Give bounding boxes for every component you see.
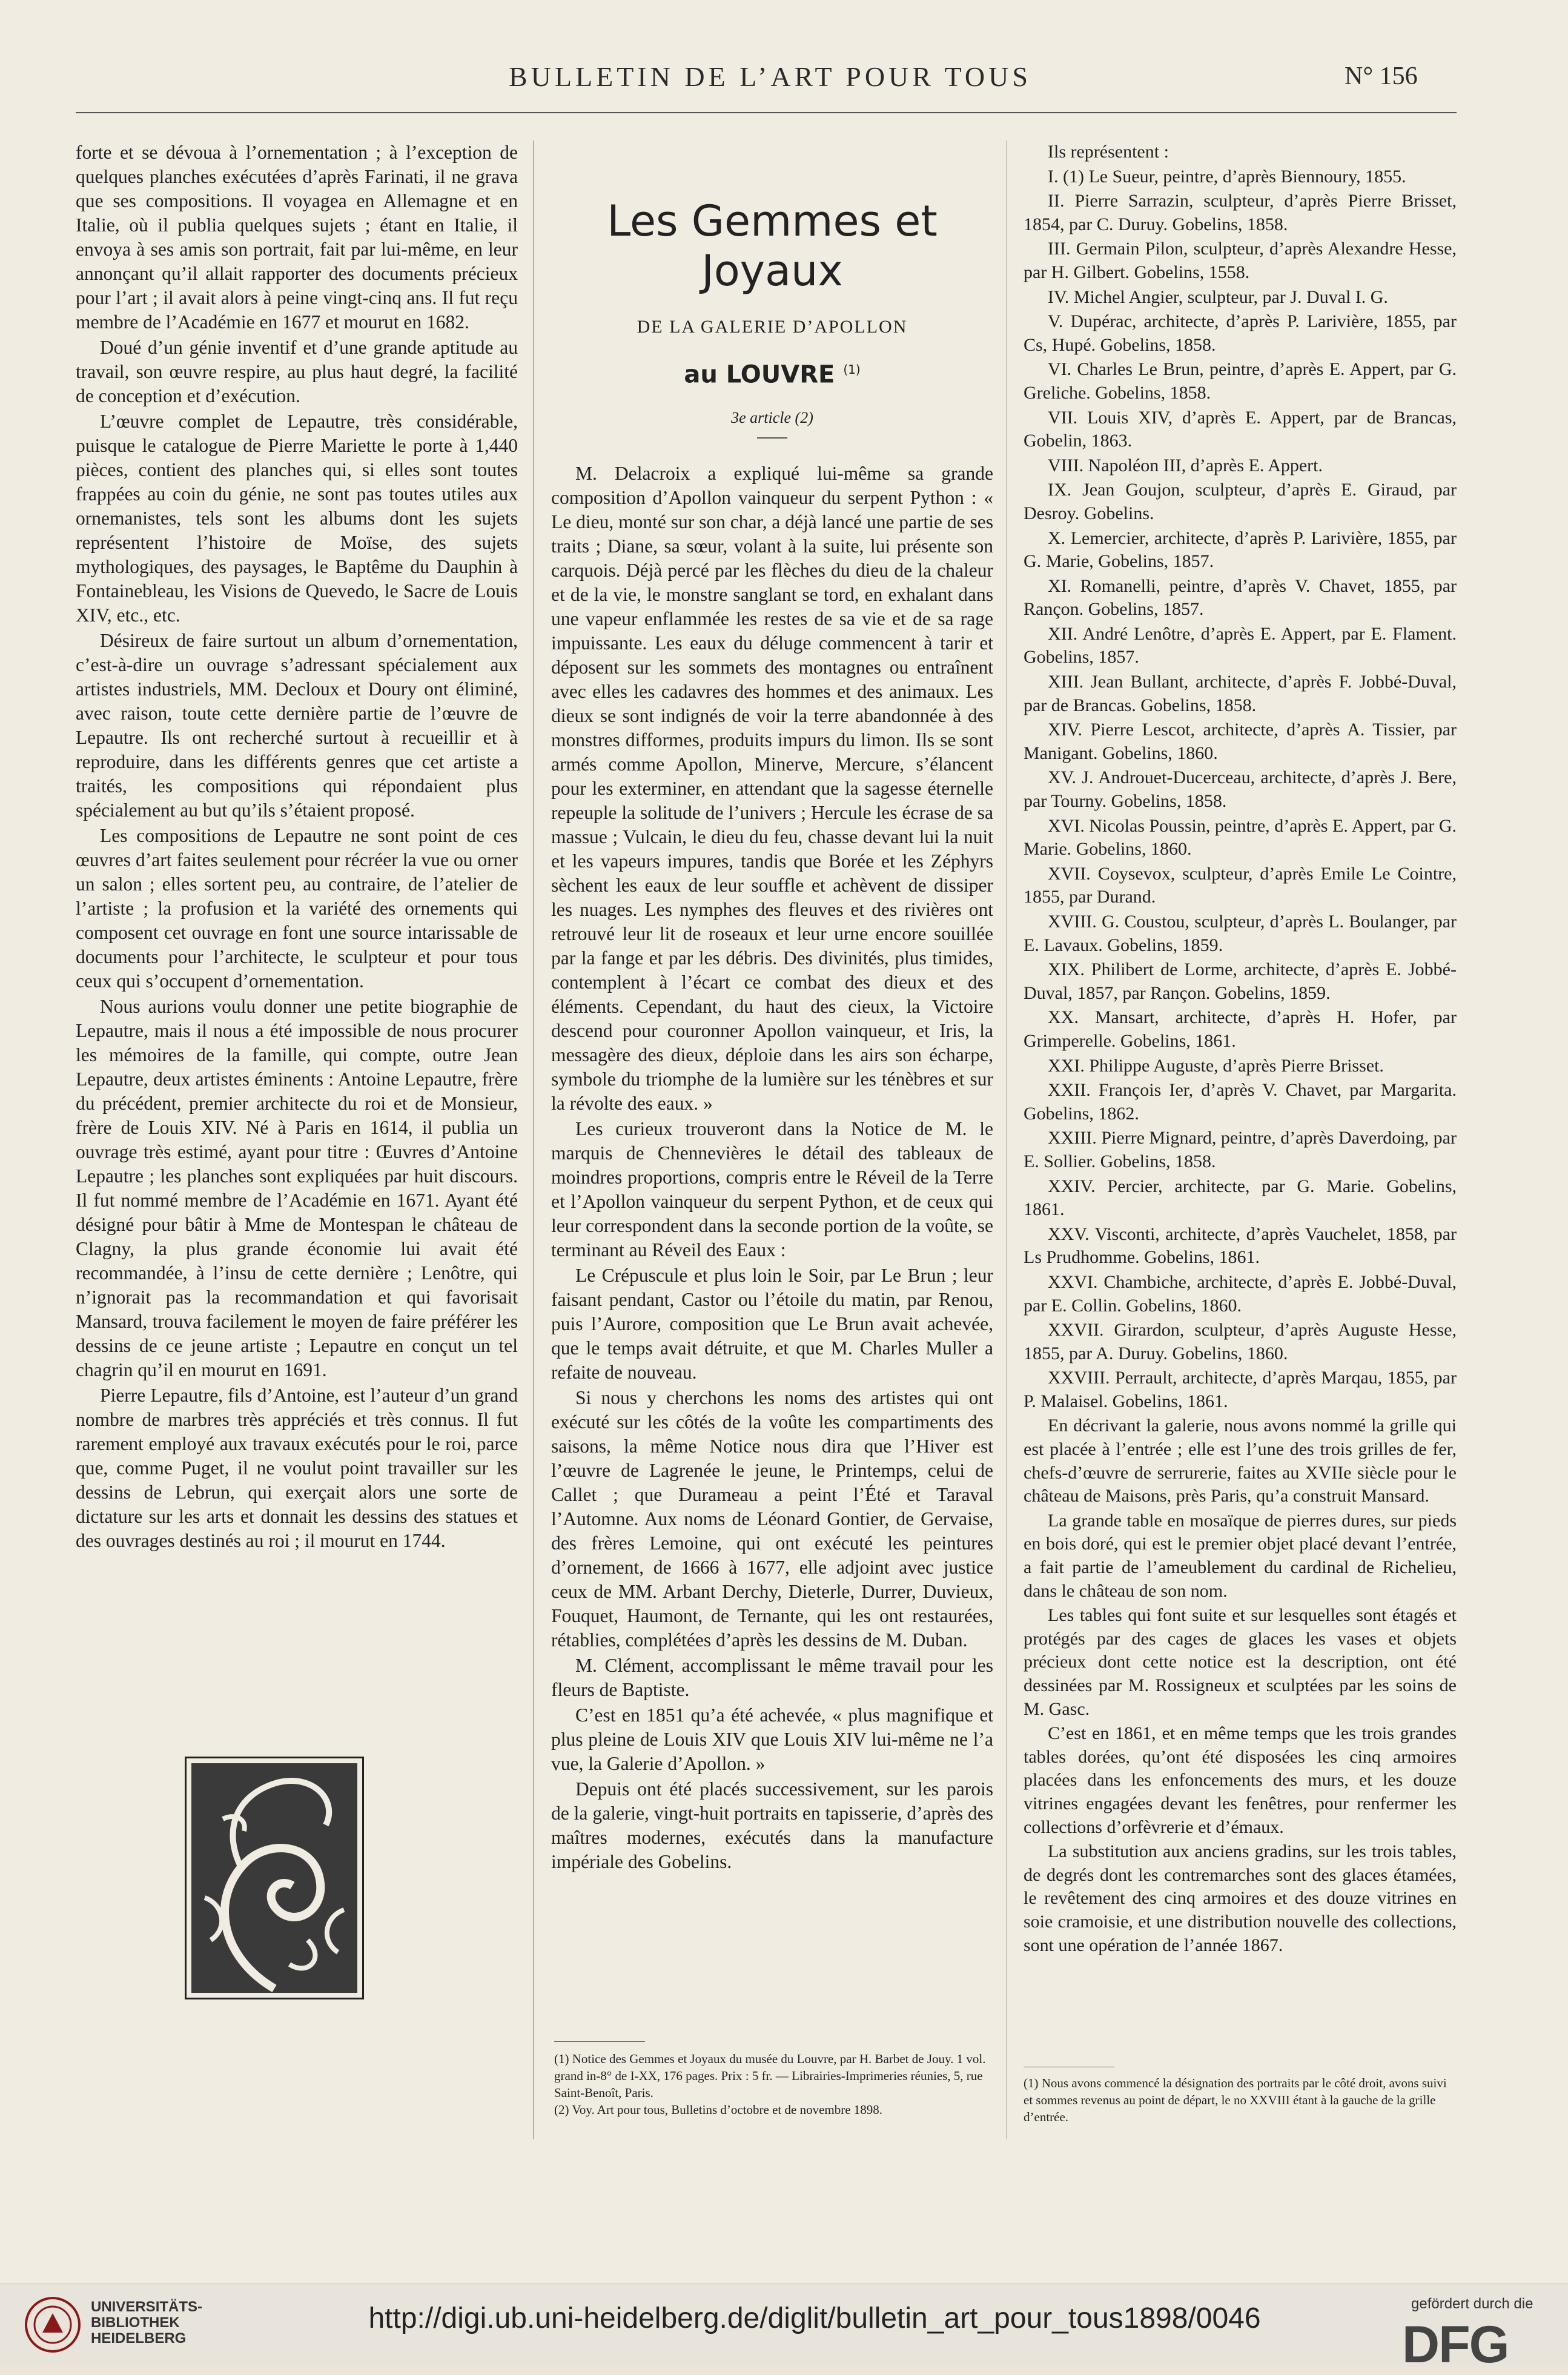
column-center: [551, 141, 993, 1875]
louvre-label: au LOUVRE: [684, 360, 835, 389]
article-title: Les Gemmes et Joyaux: [607, 196, 938, 296]
dfg-logo: DFG: [1402, 2316, 1509, 2374]
list-item: XI. Romanelli, peintre, d’après V. Chavet, 1855, par Rançon. Gobelins, 1857.: [1024, 575, 1457, 620]
page-header: [0, 61, 1568, 97]
column-right: [1024, 141, 1457, 1958]
column-divider: [533, 141, 534, 2139]
list-item: XXVIII. Perrault, architecte, d’après Marqau, 1855, par P. Malaisel. Gobelins, 1861.: [1024, 1368, 1457, 1411]
paragraph: Doué d’un génie inventif et d’une grande aptitude au travail, son œuvre respire, au plus haut degré, la facilité de conception et d’exécution.: [76, 337, 518, 406]
logo-line: HEIDELBERG: [91, 2330, 187, 2347]
list-item: VI. Charles Le Brun, peintre, d’après E. Appert, par G. Greliche. Gobelins, 1858.: [1024, 359, 1457, 403]
logo-line: BIBLIOTHEK: [91, 2314, 180, 2331]
list-item: XVII. Coysevox, sculpteur, d’après Emile Le Cointre, 1855, par Durand.: [1024, 863, 1457, 907]
list-item: XXV. Visconti, architecte, d’après Vauchelet, 1858, par Ls Prudhomme. Gobelins, 1861.: [1024, 1224, 1457, 1268]
list-item: X. Lemercier, architecte, d’après P. Larivière, 1855, par G. Marie, Gobelins, 1857.: [1024, 528, 1457, 572]
paragraph: Les compositions de Lepautre ne sont point de ces œuvres d’art faites seulement pour récréer la vue ou orner un salon ; elles sortent peu, au contraire, de l’atelier de l’artiste ; la profusion et la variété des ornements qui composent cet ouvrage en font une source intarissable de documents pour l’architecte, le sculpteur et pour tous ceux qui s’occupent d’ornementation.: [76, 825, 518, 992]
list-intro: Ils représentent :: [1048, 142, 1169, 162]
paragraph: Les tables qui font suite et sur lesquelles sont étagés et protégés par des cages de glaces les vases et objets précieux dont cette notice est la description, ont été dessinées par M. Rossigneux et sculptées par les soins de M. Gasc.: [1024, 1605, 1457, 1719]
footnotes-center: [554, 2050, 993, 2118]
ornament-vignette: [185, 1757, 364, 1999]
list-item: II. Pierre Sarrazin, sculpteur, d’après Pierre Brisset, 1854, par C. Duruy. Gobelins, 1858.: [1024, 191, 1457, 234]
list-item: XV. J. Androuet-Ducerceau, architecte, d’après J. Bere, par Tourny. Gobelins, 1858.: [1024, 767, 1457, 812]
paragraph: M. Delacroix a expliqué lui-même sa grande composition d’Apollon vainqueur du serpent Python : « Le dieu, monté sur son char, a déjà lancé une partie de ses traits ; Diane, sa sœur, volant à la suite, lui présente son carquois. Déjà percé par les flèches du dieu de la chaleur et de la vie, le monstre sanglant se tord, en exhalant dans une vapeur enflammée les restes de sa vie et de sa rage impuissante. Les eaux du déluge commencent à tarir et déposent sur les sommets des montagnes ou entraînent avec elles les cadavres des hommes et des animaux. Les dieux se sont indignés de voir la terre abandonnée à des monstres difformes, produits impurs du limon. Ils se sont armés comme Apollon, Minerve, Mercure, s’élancent pour les exterminer, en attendant que la sagesse éternelle repeuple la solitude de l’univers ; Hercule les écrase de sa massue ; Vulcain, le dieu du feu, chasse devant lui la nuit et les vapeurs impures, tandis que Borée et les Zéphyrs sèchent les eaux de leur souffle et achèvent de dissiper les nuages. Les nymphes des fleuves et des rivières ont retrouvé leur lit de roseaux et leur urne encore souillée par la fange et par les débris. Des divinités, plus timides, contemplent à l’écart ce combat des dieux et des éléments. Cependant, du haut des cieux, la Victoire descend pour couronner Apollon vainqueur, et Iris, la messagère des dieux, déploie dans les airs son écharpe, symbole du triomphe de la lumière sur les ténèbres et sur la révolte des eaux. »: [551, 463, 993, 1115]
title-rule: [757, 437, 787, 439]
logo-line: UNIVERSITÄTS-: [91, 2299, 203, 2315]
footnote-ref: (1): [843, 362, 861, 377]
list-item: XXVII. Girardon, sculpteur, d’après Auguste Hesse, 1855, par A. Duruy. Gobelins, 1860.: [1024, 1320, 1457, 1363]
footnote-right: (1) Nous avons commencé la désignation des portraits par le côté droit, avons suivi et sommes revenus au point de départ, le no XXVIII étant à la gauche de la grille d’entrée.: [1024, 2076, 1447, 2124]
paragraph: C’est en 1851 qu’a été achevée, « plus magnifique et plus pleine de Louis XIV que Louis XIV lui-même ne l’a vue, la Galerie d’Apollon. »: [551, 1704, 993, 1775]
list-item: XXI. Philippe Auguste, d’après Pierre Brisset.: [1048, 1055, 1384, 1076]
article-number: 3e article (2): [731, 409, 813, 427]
paragraph: Nous aurions voulu donner une petite biographie de Lepautre, mais il nous a été impossible de nous procurer les mémoires de la famille, qui compte, outre Jean Lepautre, deux artistes éminents : Antoine Lepautre, frère du précédent, premier architecte du roi et de Monsieur, frère de Louis XIV. Né à Paris en 1614, il publia un ouvrage très estimé, ayant pour titre : Œuvres d’Antoine Lepautre ; les planches sont expliquées par huit discours. Il fut nommé membre de l’Académie en 1671. Ayant été désigné pour bâtir à Mme de Montespan le château de Clagny, la plus grande économie lui avait été recommandée, à l’insu de cette dernière ; Lenôtre, qui n’ignorait pas la recommandation et qui favorisait Mansard, trouva facilement le moyen de faire préférer les dessins de ce jeune artiste ; Lepautre en conçut un tel chagrin qu’il en mourut en 1691.: [76, 996, 518, 1380]
list-item: XXIII. Pierre Mignard, peintre, d’après Daverdoing, par E. Sollier. Gobelins, 1858.: [1024, 1128, 1457, 1171]
paragraph: Si nous y cherchons les noms des artistes qui ont exécuté sur les côtés de la voûte les compartiments des saisons, la même Notice nous dira que l’Hiver est l’œuvre de Lagrenée le jeune, le Printemps, celui de Callet ; que Durameau a peint l’Été et Taraval l’Automne. Aux noms de Léonard Gontier, de Gervaise, des frères Lemoine, qui ont exécuté les peintures d’ornement, de 1666 à 1677, elle adjoint avec justice ceux de MM. Arbant Derchy, Dieterle, Durrer, Duvieux, Fouquet, Haumont, de Ternante, qui les ont restaurées, rétablies, complétées d’après les dessins de M. Duban.: [551, 1387, 993, 1651]
column-left: [76, 141, 518, 1554]
paragraph: En décrivant la galerie, nous avons nommé la grille qui est placée à l’entrée ; elle est l’une des trois grilles de fer, chefs-d’œuvre de serrurerie, faites au XVIIe siècle pour le château de Maisons, près Paris, qu’a construit Mansard.: [1024, 1416, 1457, 1506]
permalink-url[interactable]: http://digi.ub.uni-heidelberg.de/diglit/bulletin_art_pour_tous1898/0046: [368, 2302, 1261, 2334]
list-item: XVI. Nicolas Poussin, peintre, d’après E. Appert, par G. Marie. Gobelins, 1860.: [1024, 815, 1457, 860]
running-title: BULLETIN DE L’ART POUR TOUS: [509, 61, 1031, 92]
article-subtitle: DE LA GALERIE D’APOLLON: [637, 317, 908, 337]
library-logo-text: [91, 2299, 202, 2347]
list-item: IX. Jean Goujon, sculpteur, d’après E. Giraud, par Desroy. Gobelins.: [1024, 480, 1457, 523]
acanthus-ornament-icon: [187, 1758, 362, 1998]
university-seal-icon: [24, 2296, 82, 2354]
paragraph: Pierre Lepautre, fils d’Antoine, est l’auteur d’un grand nombre de marbres très appréciés et très connus. Il fut rarement employé aux travaux exécutés pour le roi, parce que, comme Puget, il ne voulut point travailler sur les dessins de Lebrun, qui exerçait alors une sorte de dictature sur les arts et donnait les dessins des statues et des ouvrages destinés au roi ; il mourut en 1744.: [76, 1385, 518, 1551]
list-item: V. Dupérac, architecte, d’après P. Larivière, 1855, par Cs, Hupé. Gobelins, 1858.: [1024, 311, 1457, 355]
list-item: XVIII. G. Coustou, sculpteur, d’après L. Boulanger, par E. Lavaux. Gobelins, 1859.: [1024, 912, 1457, 955]
list-item: XIX. Philibert de Lorme, architecte, d’après E. Jobbé-Duval, 1857, par Rançon. Gobelins, 1859.: [1024, 959, 1457, 1003]
page-number: N° 156: [1345, 62, 1418, 90]
list-item: XXVI. Chambiche, architecte, d’après E. Jobbé-Duval, par E. Collin. Gobelins, 1860.: [1024, 1271, 1457, 1316]
list-item: IV. Michel Angier, sculpteur, par J. Duval I. G.: [1048, 287, 1388, 307]
paragraph: Désireux de faire surtout un album d’ornementation, c’est-à-dire un ouvrage s’adressant spécialement aux artistes industriels, MM. Decloux et Doury ont éliminé, avec raison, toute cette dernière partie de l’œuvre de Lepautre. Ils ont recherché surtout à recueillir et à reproduire, dans les différents genres que cet artiste a traités, les compositions qui répondaient plus spécialement au but qu’ils s’étaient proposé.: [76, 630, 518, 821]
list-item: XX. Mansart, architecte, d’après H. Hofer, par Grimperelle. Gobelins, 1861.: [1024, 1007, 1457, 1051]
footnote-rule: [554, 2041, 645, 2042]
paragraph: Depuis ont été placés successivement, sur les parois de la galerie, vingt-huit portraits en tapisserie, d’après des maîtres modernes, exécutés dans la manufacture impériale des Gobelins.: [551, 1778, 993, 1873]
list-item: VIII. Napoléon III, d’après E. Appert.: [1048, 455, 1323, 475]
article-location: [551, 357, 993, 389]
footnote: (1) Notice des Gemmes et Joyaux du musée du Louvre, par H. Barbet de Jouy. 1 vol. grand in-8° de I-XX, 176 pages. Prix : 5 fr. — Librairies-Imprimeries réunies, 5, rue Saint-Benoît, Paris.: [554, 2052, 986, 2100]
list-item: VII. Louis XIV, d’après E. Appert, par de Brancas, Gobelin, 1863.: [1024, 407, 1457, 451]
funded-by-label: gefördert durch die: [1411, 2296, 1533, 2312]
paragraph: La grande table en mosaïque de pierres dures, sur pieds en bois doré, qui est le premier objet placé devant l’entrée, a fait partie de l’ameublement du cardinal de Richelieu, dans le château de son nom.: [1024, 1510, 1457, 1601]
paragraph: Le Crépuscule et plus loin le Soir, par Le Brun ; leur faisant pendant, Castor ou l’étoile du matin, par Renou, puis l’Aurore, composition que Le Brun avait achevée, que le temps avait détruite, et que M. Charles Muller a refaite de nouveau.: [551, 1265, 993, 1383]
paragraph: La substitution aux anciens gradins, sur les trois tables, de degrés dont les contremarches sont des glaces étamées, le revêtement des cinq armoires et des douze vitrines en soie cramoisie, et une distribution nouvelle des collections, sont une opération de l’année 1867.: [1024, 1841, 1457, 1955]
list-item: XII. André Lenôtre, d’après E. Appert, par E. Flament. Gobelins, 1857.: [1024, 623, 1457, 667]
list-item: I. (1) Le Sueur, peintre, d’après Biennoury, 1855.: [1048, 166, 1406, 187]
list-item: III. Germain Pilon, sculpteur, d’après Alexandre Hesse, par H. Gilbert. Gobelins, 1558.: [1024, 239, 1457, 282]
list-item: XIV. Pierre Lescot, architecte, d’après A. Tissier, par Manigant. Gobelins, 1860.: [1024, 720, 1457, 763]
paragraph: forte et se dévoua à l’ornementation ; à l’exception de quelques planches exécutées d’après Farinati, il ne grava que ses compositions. Il voyagea en Allemagne et en Italie, où il publia quelques sujets ; étant en Italie, il envoya à ses amis son portrait, fait par lui-même, en leur annonçant qu’il allait rapporter des documents précieux pour l’art ; il avait alors à peine vingt-cinq ans. Il fut reçu membre de l’Académie en 1677 et mourut en 1682.: [76, 142, 518, 333]
paragraph: L’œuvre complet de Lepautre, très considérable, puisque le catalogue de Pierre Mariette le porte à 1,440 pièces, contient des planches qui, si elles sont toutes frappées au coin du génie, ne sont pas toutes utiles aux ornemanistes, tels sont les albums dont les sujets représentent l’histoire de Moïse, des sujets mythologiques, des paysages, le Baptême du Dauphin à Fontainebleau, les Visions de Quevedo, le Sacre de Louis XIV, etc., etc.: [76, 411, 518, 626]
paragraph: C’est en 1861, et en même temps que les trois grandes tables dorées, qu’ont été disposées les cinq armoires placées dans les enfoncements des murs, et les douze vitrines engagées devant les fenêtres, pour renfermer les collections d’orfèvrerie et d’émaux.: [1024, 1723, 1457, 1837]
footnote: (2) Voy. Art pour tous, Bulletins d’octobre et de novembre 1898.: [554, 2102, 883, 2117]
list-item: XXIV. Percier, architecte, par G. Marie. Gobelins, 1861.: [1024, 1176, 1457, 1220]
header-rule: [76, 112, 1457, 113]
paragraph: M. Clément, accomplissant le même travail pour les fleurs de Baptiste.: [551, 1655, 993, 1701]
list-item: XIII. Jean Bullant, architecte, d’après F. Jobbé-Duval, par de Brancas. Gobelins, 1858.: [1024, 672, 1457, 715]
list-item: XXII. François Ier, d’après V. Chavet, par Margarita. Gobelins, 1862.: [1024, 1080, 1457, 1124]
paragraph: Les curieux trouveront dans la Notice de M. le marquis de Chennevières le détail des tableaux de moindres proportions, compris entre le Réveil de la Terre et l’Apollon vainqueur du serpent Python, et de ceux qui leur correspondent dans la seconde portion de la voûte, se terminant au Réveil des Eaux :: [551, 1118, 993, 1261]
